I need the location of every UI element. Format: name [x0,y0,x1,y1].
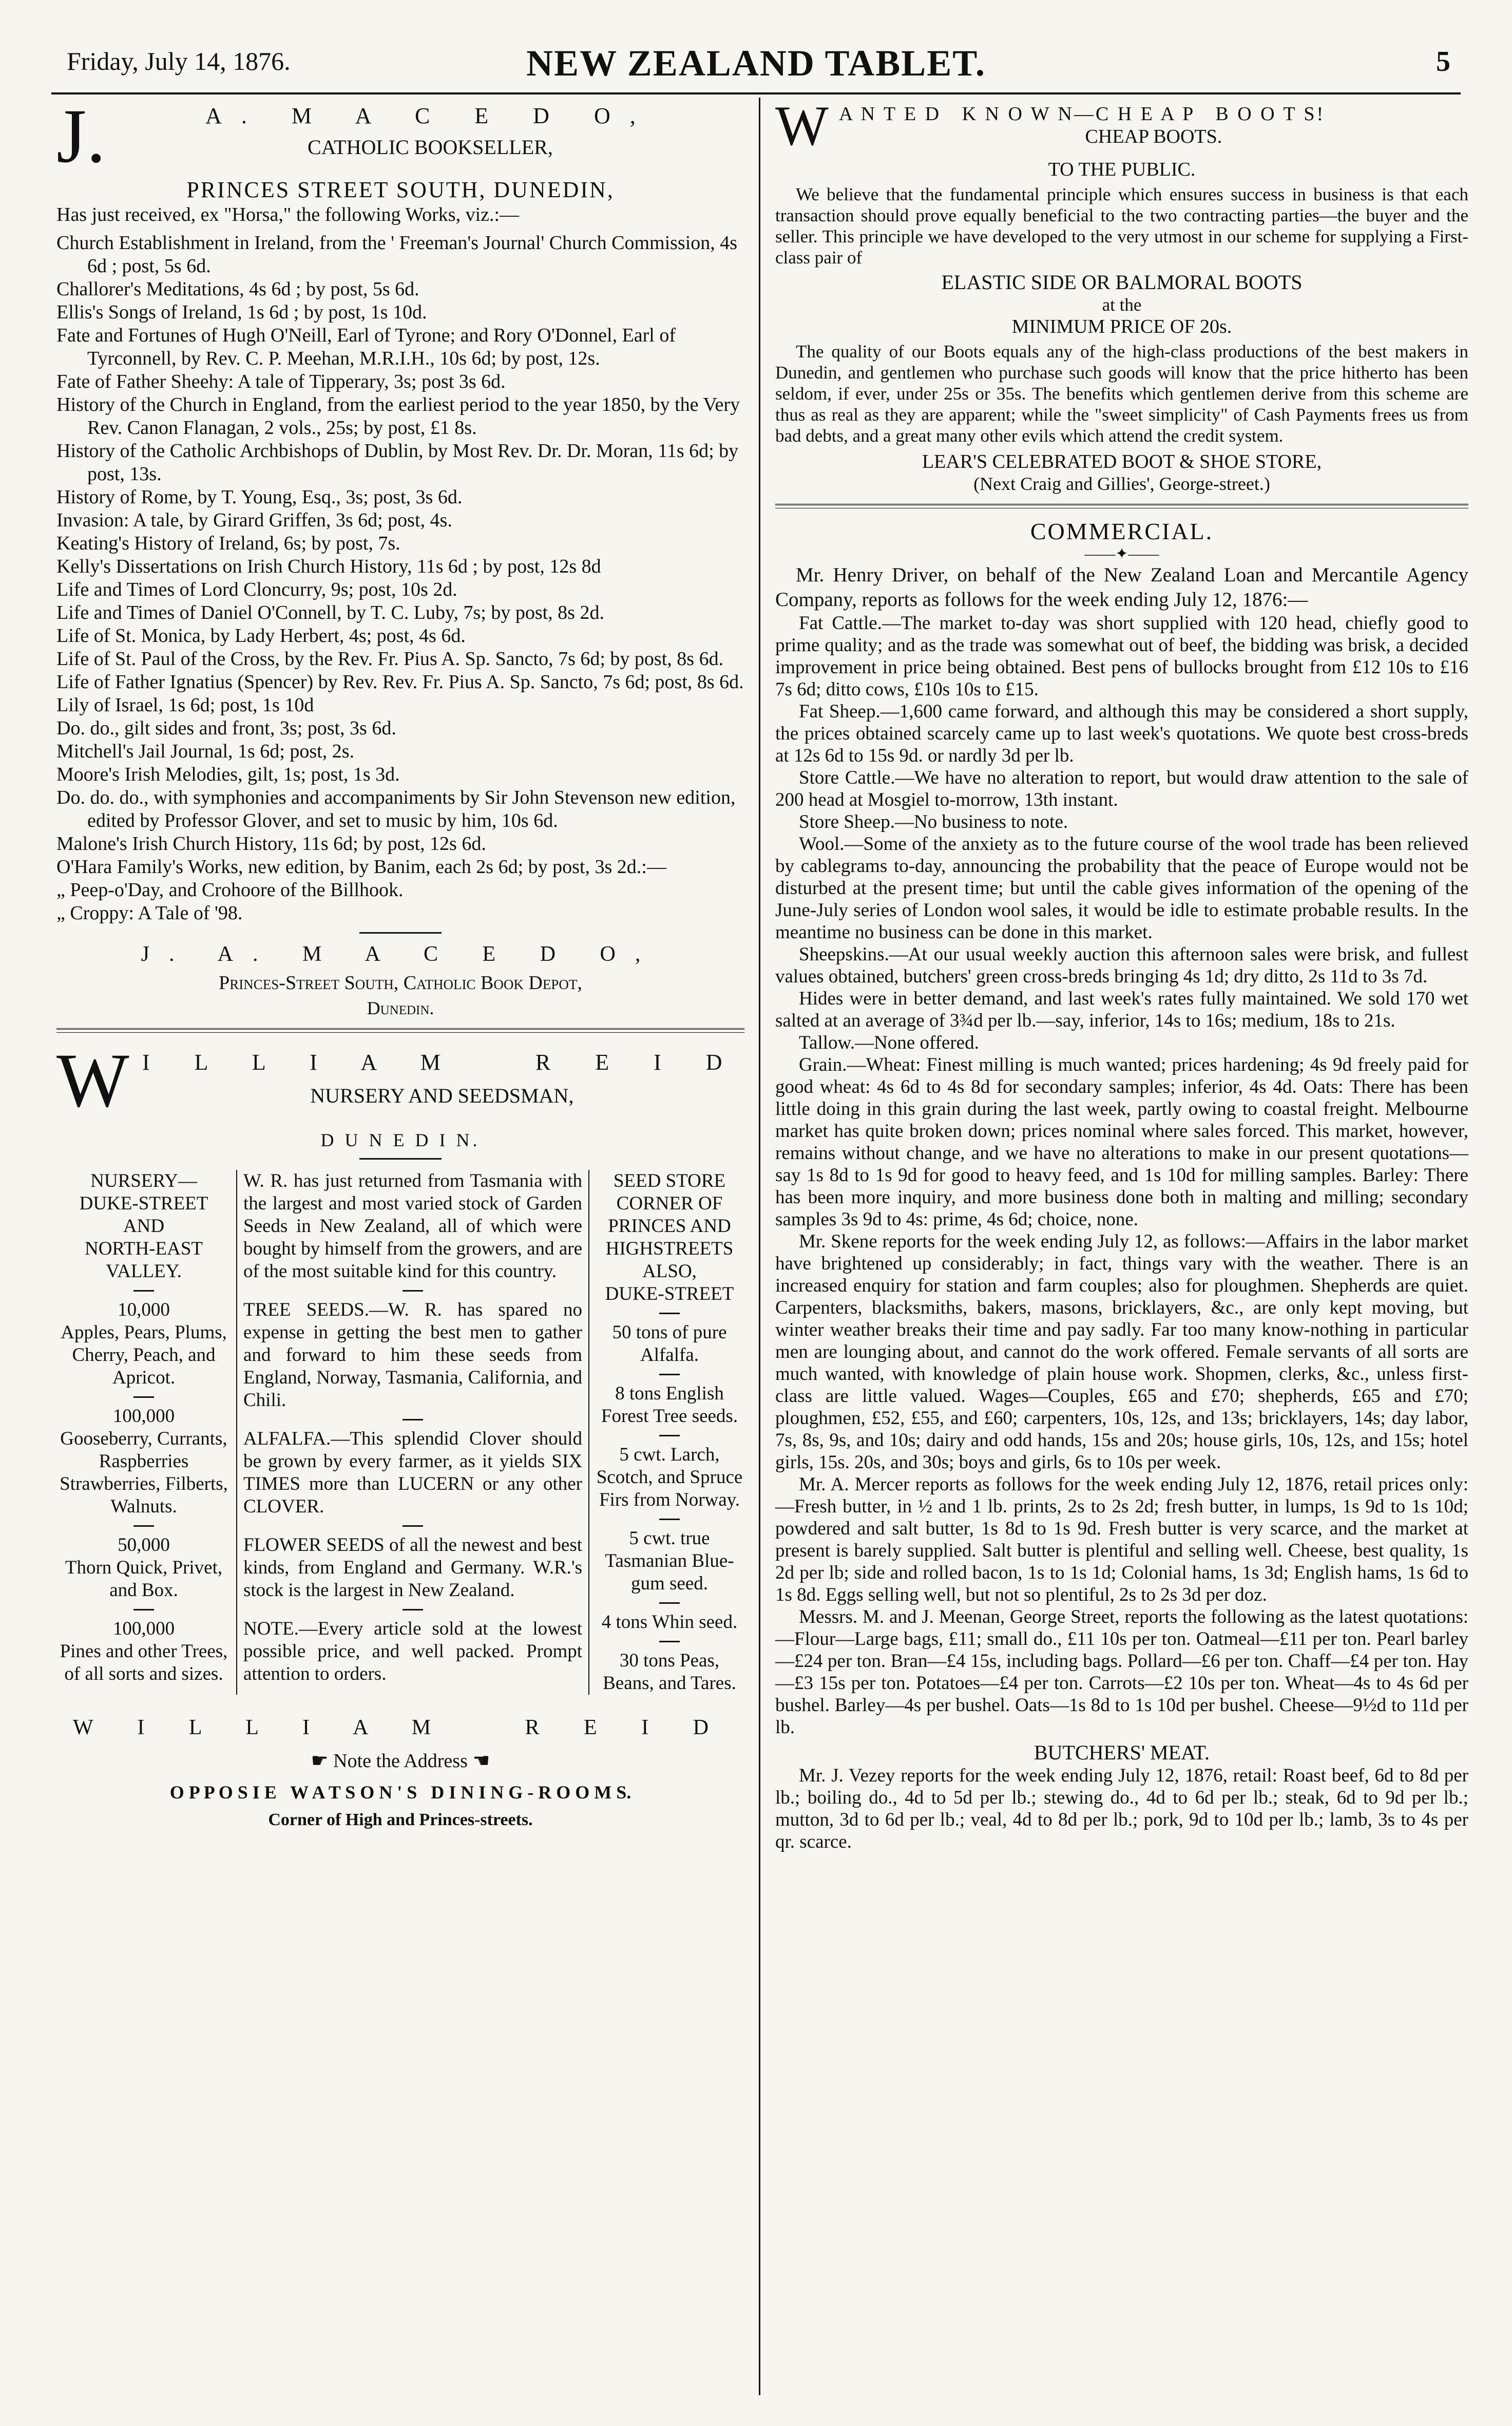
market-report-paragraph: Sheepskins.—At our usual weekly auction this afternoon sales were brisk, and fullest values obtained, butchers' green cross-breds bringing 4s 1d; dry ditto, 2s 11d to 3s 7d. [775,944,1468,987]
reid-seed-store-column [589,1170,744,1695]
seed-stock-item: 4 tons Whin seed. [601,1612,738,1633]
book-list-item: Mitchell's Jail Journal, 1s 6d; post, 2s. [56,741,355,762]
divider [659,1313,680,1314]
pointing-hand-icon: ☛ [311,1750,334,1772]
book-list-item: Church Establishment in Ireland, from the ' Freeman's Journal' Church Commission, 4s 6d ; post, 5s 6d. [56,232,738,277]
stock-quantity: 50,000 [118,1534,170,1556]
boots-advertisement [775,98,1468,495]
boots-at: at the [1102,295,1142,315]
divider [133,1290,154,1292]
book-list-item: Do. do., gilt sides and front, 3s; post, 3s 6d. [56,717,396,739]
seed-store-heading [595,1170,744,1305]
book-list-item: „ Croppy: A Tale of '98. [56,902,243,924]
stock-quantity: 10,000 [118,1299,170,1320]
macedo-advertisement [56,98,744,1019]
seed-stock-item: 50 tons of pure Alfalfa. [612,1322,727,1366]
seed-stock-item: 8 tons English Forest Tree seeds. [601,1383,738,1427]
stock-quantity: 100,000 [112,1406,175,1427]
book-list-item: Challorer's Meditations, 4s 6d ; by post, 5s 6d. [56,278,419,300]
seed-stock-item: 30 tons Peas, Beans, and Tares. [603,1650,736,1694]
reid-town: D U N E D I N. [320,1130,481,1150]
reid-footer-note: ☛ Note the Address ☚ [311,1750,490,1772]
book-list-item: History of the Catholic Archbishops of Dublin, by Most Rev. Dr. Dr. Moran, 11s 6d; by post, 13s. [56,440,739,485]
reid-notices-column [237,1170,589,1695]
book-list-item: Life and Times of Daniel O'Connell, by T. C. Luby, 7s; by post, 8s 2d. [56,602,604,623]
book-list-item: History of Rome, by T. Young, Esq., 3s; post, 3s 6d. [56,486,463,508]
reid-notice-alfalfa: ALFALFA.—This splendid Clover should be grown by every farmer, as it yields SIX TIMES more than LUCERN or any other CLOVER. [243,1428,582,1517]
commercial-heading: COMMERCIAL. [1030,518,1214,544]
divider [659,1435,680,1436]
boots-initial: W [775,98,829,154]
divider [659,1519,680,1520]
book-list-item: „ Peep-o'Day, and Crohoore of the Billhook. [56,879,404,901]
book-list-item: Malone's Irish Church History, 11s 6d; by post, 12s 6d. [56,833,486,855]
book-list-item: Invasion: A tale, by Girard Griffen, 3s 6d; post, 4s. [56,509,452,531]
market-report-paragraph: Mr. Skene reports for the week ending July 12, as follows:—Affairs in the labor market have brightened up considerably; in fact, things vary with the weather. There is an increased enquiry for station and farm couples; also for ploughmen. Shepherds are quiet. Carpenters, blacksmiths, bakers, masons, bricklayers, &c., are only kept moving, but winter weather breaks their time and pay sadly. Far too many know-nothing in particular men are lounging about, and cannot do the work offered. Female servants of all sorts are much wanted, with knowledge of plain house work. Shopmen, clerks, &c., unless first-class are little valued. Wages—Couples, £65 and £70; shepherds, £65 and £70; ploughmen, £52, £55, and £60; carpenters, 10s, 12s, and 13s; bricklayers, 14s; day labor, 7s, 8s, 9s, and 10s; dairy and odd hands, 15s and 20s; house girls, 10s, 12s, and 15s; hotel girls, 15s. 20s, and 30s; boys and girls, 6s to 10s per week. [775,1231,1468,1473]
market-report-paragraph: Hides were in better demand, and last week's rates fully maintained. We sold 170 wet salted at an average of 3¾d per lb.—say, inferior, 14s to 16s; medium, 18s to 21s. [775,988,1468,1031]
seed-store-heading-line: CORNER OF [616,1193,723,1214]
seed-store-heading-line: SEED STORE [613,1170,726,1191]
reid-trade: NURSERY AND SEEDSMAN, [310,1084,574,1107]
commercial-lead: Mr. Henry Driver, on behalf of the New Zealand Loan and Mercantile Agency Company, reports as follows for the week ending July 12, 1876:— [775,564,1468,611]
divider [359,1158,442,1160]
seed-stock-item: 5 cwt. Larch, Scotch, and Spruce Firs from Norway. [596,1444,743,1510]
boots-subheading: CHEAP BOOTS. [1085,126,1222,147]
macedo-initial: J. [56,98,106,175]
stock-quantity: 100,000 [112,1618,175,1639]
nursery-heading-line: NURSERY— [90,1170,197,1191]
boots-body: The quality of our Boots equals any of the high-class productions of the best makers in Dunedin, and gentlemen who purchase such goods will know that the price hitherto has been seldom, if ever, under 25s or 35s. The benefits which gentlemen derive from this scheme are thus as real as they are apparent; while the "sweet simplicity" of Cash Payments frees us from bad debts, and a great many other evils which attend the credit system. [775,342,1468,446]
book-list-item: Life of St. Monica, by Lady Herbert, 4s; post, 4s 6d. [56,625,466,647]
heading-ornament: ——✦—— [1084,545,1159,562]
stock-description: Apples, Pears, Plums, Cherry, Peach, and Apricot. [61,1322,227,1388]
left-column [51,98,755,2405]
advert-divider [56,1028,744,1033]
stock-description: Thorn Quick, Privet, and Box. [65,1557,223,1601]
book-list-item: Life of Father Ignatius (Spencer) by Rev. Rev. Fr. Pius A. Sp. Sancto, 7s 6d; post, 8s 6d. [56,671,744,693]
divider [133,1609,154,1610]
page-number: 5 [1436,46,1450,78]
butchers-report: Mr. J. Vezey reports for the week ending July 12, 1876, retail: Roast beef, 6d to 8d per lb.; boiling do., 4d to 5d per lb.; stewing do., 4d to 6d per lb.; steak, 6d to 9d per lb.; mutton, 3d to 6d per lb.; veal, 4d to 8d per lb.; pork, 9d to 10d per lb.; lamb, 3s to 4s per qr. scarce. [775,1765,1468,1852]
boots-intro: We believe that the fundamental principle which ensures success in business is that each transaction should prove equally beneficial to the two contracting parties—the buyer and the seller. This principle we have developed to the very utmost in our scheme for supplying a First-class pair of [775,184,1468,268]
book-list-item: Moore's Irish Melodies, gilt, 1s; post, 1s 3d. [56,764,400,785]
boots-address: (Next Craig and Gillies', George-street.) [973,473,1270,494]
boots-price: MINIMUM PRICE OF 20s. [1011,316,1232,337]
boots-elastic: ELASTIC SIDE OR BALMORAL BOOTS [941,271,1303,294]
butchers-heading: BUTCHERS' MEAT. [1033,1741,1210,1764]
market-report-paragraph: Mr. A. Mercer reports as follows for the week ending July 12, 1876, retail prices only:—Fresh butter, in ½ and 1 lb. prints, 2s to 2s 2d; fresh butter, in lumps, 1s 9d to 1s 10d; powdered and salt butter, 1s 8d to 1s 9d. Fresh butter is very scarce, and the market at present is barely supplied. Salt butter is plentiful and selling well. Cheese, best quality, 1s 2d per lb; side and rolled bacon, 1s to 1s 1d; Colonial hams, 1s 3d; English hams, 1s 6d to 1s 8d. Eggs selling well, but not so plentiful, 2s to 2s 3d per doz. [775,1474,1468,1605]
nursery-heading [56,1170,231,1283]
nursery-stock [56,1290,231,1685]
market-report-paragraph: Wool.—Some of the anxiety as to the future course of the wool trade has been relieved by cablegrams to-day, announcing the probability that the peace of Europe would not be disturbed at the present time; but until the cable gives information of the opening of the June-July series of London wool sales, it would be idle to estimate probable results. In the meantime no business can be done in this market. [775,833,1468,943]
nursery-heading-line: AND [123,1216,165,1237]
pointing-hand-icon: ☚ [467,1750,490,1772]
boots-shop: LEAR'S CELEBRATED BOOT & SHOE STORE, [922,451,1322,472]
masthead [51,36,1461,87]
reid-columns [56,1170,744,1695]
divider [659,1374,680,1375]
stock-description: Pines and other Trees, of all sorts and sizes. [60,1641,228,1684]
column-divider [759,98,760,2395]
reid-name: I L L I A M R E I D [142,1050,742,1075]
reid-footer-name: W I L L I A M R E I D [72,1716,729,1739]
reid-footer-corner: Corner of High and Princes-streets. [268,1810,533,1829]
masthead-rule [51,92,1461,94]
seed-store-heading-line: DUKE-STREET [605,1283,734,1304]
nursery-heading-line: NORTH-EAST [84,1238,203,1259]
book-list-item: Fate and Fortunes of Hugh O'Neill, Earl of Tyrone; and Rory O'Donnel, Earl of Tyrconnell, by Rev. C. P. Meehan, M.R.I.H., 10s 6d; by post, 12s. [56,325,676,369]
macedo-footer-town: Dunedin. [367,998,434,1018]
reid-nursery-column [56,1170,237,1695]
book-list-item: Ellis's Songs of Ireland, 1s 6d ; by post, 1s 10d. [56,301,427,323]
stock-description: Gooseberry, Currants, Raspberries Strawberries, Filberts, Walnuts. [60,1428,228,1517]
book-list-item: Life of St. Paul of the Cross, by the Rev. Fr. Pius A. Sp. Sancto, 7s 6d; by post, 8s 6d. [56,648,724,670]
right-column [765,98,1473,2405]
macedo-trade: CATHOLIC BOOKSELLER, [308,136,553,159]
seed-store-heading-line: PRINCES AND [608,1216,731,1237]
divider [659,1602,680,1604]
seed-store-stock [595,1313,744,1695]
reid-notice-tasmania: W. R. has just returned from Tasmania with the largest and most varied stock of Garden Seeds in New Zealand, all of which were bought by himself from the growers, and are of the most suitable kind for this country. [243,1170,582,1282]
reid-footer-opposite: O P P O S I E W A T S O N ' S D I N I N G - R O O M S. [169,1782,631,1803]
book-list-item: Life and Times of Lord Cloncurry, 9s; post, 10s 2d. [56,579,457,600]
macedo-book-list [56,232,744,925]
book-list-item: O'Hara Family's Works, new edition, by Banim, each 2s 6d; by post, 3s 2d.:— [56,856,666,878]
book-list-item: Do. do. do., with symphonies and accompaniments by Sir John Stevenson new edition, edited by Professor Glover, and set to music by him, 10s 6d. [56,787,736,831]
divider [659,1641,680,1642]
book-list-item: Lily of Israel, 1s 6d; post, 1s 10d [56,694,314,716]
market-report-paragraph: Store Sheep.—No business to note. [799,811,1068,832]
commercial-section [775,518,1468,1853]
boots-heading: A N T E D K N O W N—C H E A P B O O T S! [838,103,1326,125]
market-report-paragraph: Fat Sheep.—1,600 came forward, and although this may be considered a short supply, the prices obtained scarcely came up to last week's quotations. We quote best cross-breds at 12s 6d to 15s 9d. or nardly 3d per lb. [775,701,1468,766]
newspaper-title: NEW ZEALAND TABLET. [526,43,986,84]
seed-stock-item: 5 cwt. true Tasmanian Blue-gum seed. [605,1528,734,1594]
reid-notice-flower-seeds: FLOWER SEEDS of all the newest and best kinds, from England and Germany. W.R.'s stock is the largest in New Zealand. [243,1534,582,1601]
macedo-name: A. M A C E D O, [205,103,655,128]
seed-store-heading-line: HIGHSTREETS [605,1238,734,1259]
divider [359,932,442,934]
book-list-item: Keating's History of Ireland, 6s; by post, 7s. [56,533,400,554]
book-list-item: Fate of Father Sheehy: A tale of Tipperary, 3s; post 3s 6d. [56,371,506,392]
market-report-paragraph: Messrs. M. and J. Meenan, George Street, reports the following as the latest quotations:—Flour—Large bags, £11; small do., £11 10s per ton. Oatmeal—£11 per ton. Pearl barley—£24 per ton. Bran—£4 15s, including bags. Pollard—£6 per ton. Chaff—£4 per ton. Hay—£3 15s per ton. Potatoes—£4 per ton. Carrots—£2 10s per ton. Wheat—4s to 4s 6d per bushel. Barley—4s per bushel. Oats—1s 8d to 1s 10d per bushel. Cheese—9½d to 11d per lb. [775,1606,1468,1738]
reid-notice-tree-seeds: TREE SEEDS.—W. R. has spared no expense in getting the best men to gather and forward to him these seeds from England, Norway, Tasmania, California, and Chili. [243,1299,582,1411]
seed-store-heading-line: ALSO, [642,1261,697,1282]
divider [133,1396,154,1398]
book-list-item: History of the Church in England, from the earliest period to the year 1850, by the Very Rev. Canon Flanagan, 2 vols., 25s; by post, £1 8s. [56,394,740,439]
reid-notice-note: NOTE.—Every article sold at the lowest possible price, and well packed. Prompt attention to orders. [243,1618,582,1684]
macedo-intro: Has just received, ex "Horsa," the following Works, viz.:— [56,204,520,225]
reid-advertisement [56,1042,744,1830]
macedo-address: PRINCES STREET SOUTH, DUNEDIN, [186,177,615,202]
issue-date: Friday, July 14, 1876. [67,47,291,75]
reid-initial: W [56,1042,129,1119]
nursery-heading-line: VALLEY. [106,1261,182,1282]
market-report-paragraph: Fat Cattle.—The market to-day was short supplied with 120 head, chiefly good to prime quality; and as the trade was somewhat out of beef, the bidding was brisk, a decided improvement in price being obtained. Best pens of bullocks brought from £12 10s to £16 7s 6d; ditto cows, £10s 10s to £15. [775,613,1468,700]
book-list-item: Kelly's Dissertations on Irish Church History, 11s 6d ; by post, 12s 8d [56,556,601,577]
market-report-paragraph: Store Cattle.—We have no alteration to report, but would draw attention to the sale of 200 head at Mosgiel to-morrow, 13th instant. [775,767,1468,810]
macedo-footer-depot: Princes-Street South, Catholic Book Depot, [219,972,582,994]
boots-to-public: TO THE PUBLIC. [1048,159,1196,180]
section-divider [775,504,1468,508]
market-report-paragraph: Tallow.—None offered. [799,1032,979,1053]
market-report-paragraph: Grain.—Wheat: Finest milling is much wanted; prices hardening; 4s 9d freely paid for good wheat: 4s 6d to 4s 8d for secondary samples; inferior, 4s 4d. Oats: There has been little doing in this grain during the last week, partly owing to coastal freight. Melbourne market has quite broken down; prices nominal where sales forced. This market, however, remains without change, and we have no alterations to make in our present quotations—say 1s 8d to 1s 9d for good to heavy feed, and 1s 10d for milling samples. Barley: There has been more inquiry, and more business done both in malting and milling; secondary samples 3s 9d to 4s: prime, 4s 6d; choice, none. [775,1054,1468,1230]
nursery-heading-line: DUKE-STREET [79,1193,208,1214]
macedo-footer-name: J. A. M A C E D O, [141,942,660,966]
divider [133,1525,154,1527]
commercial-reports [775,612,1468,1738]
